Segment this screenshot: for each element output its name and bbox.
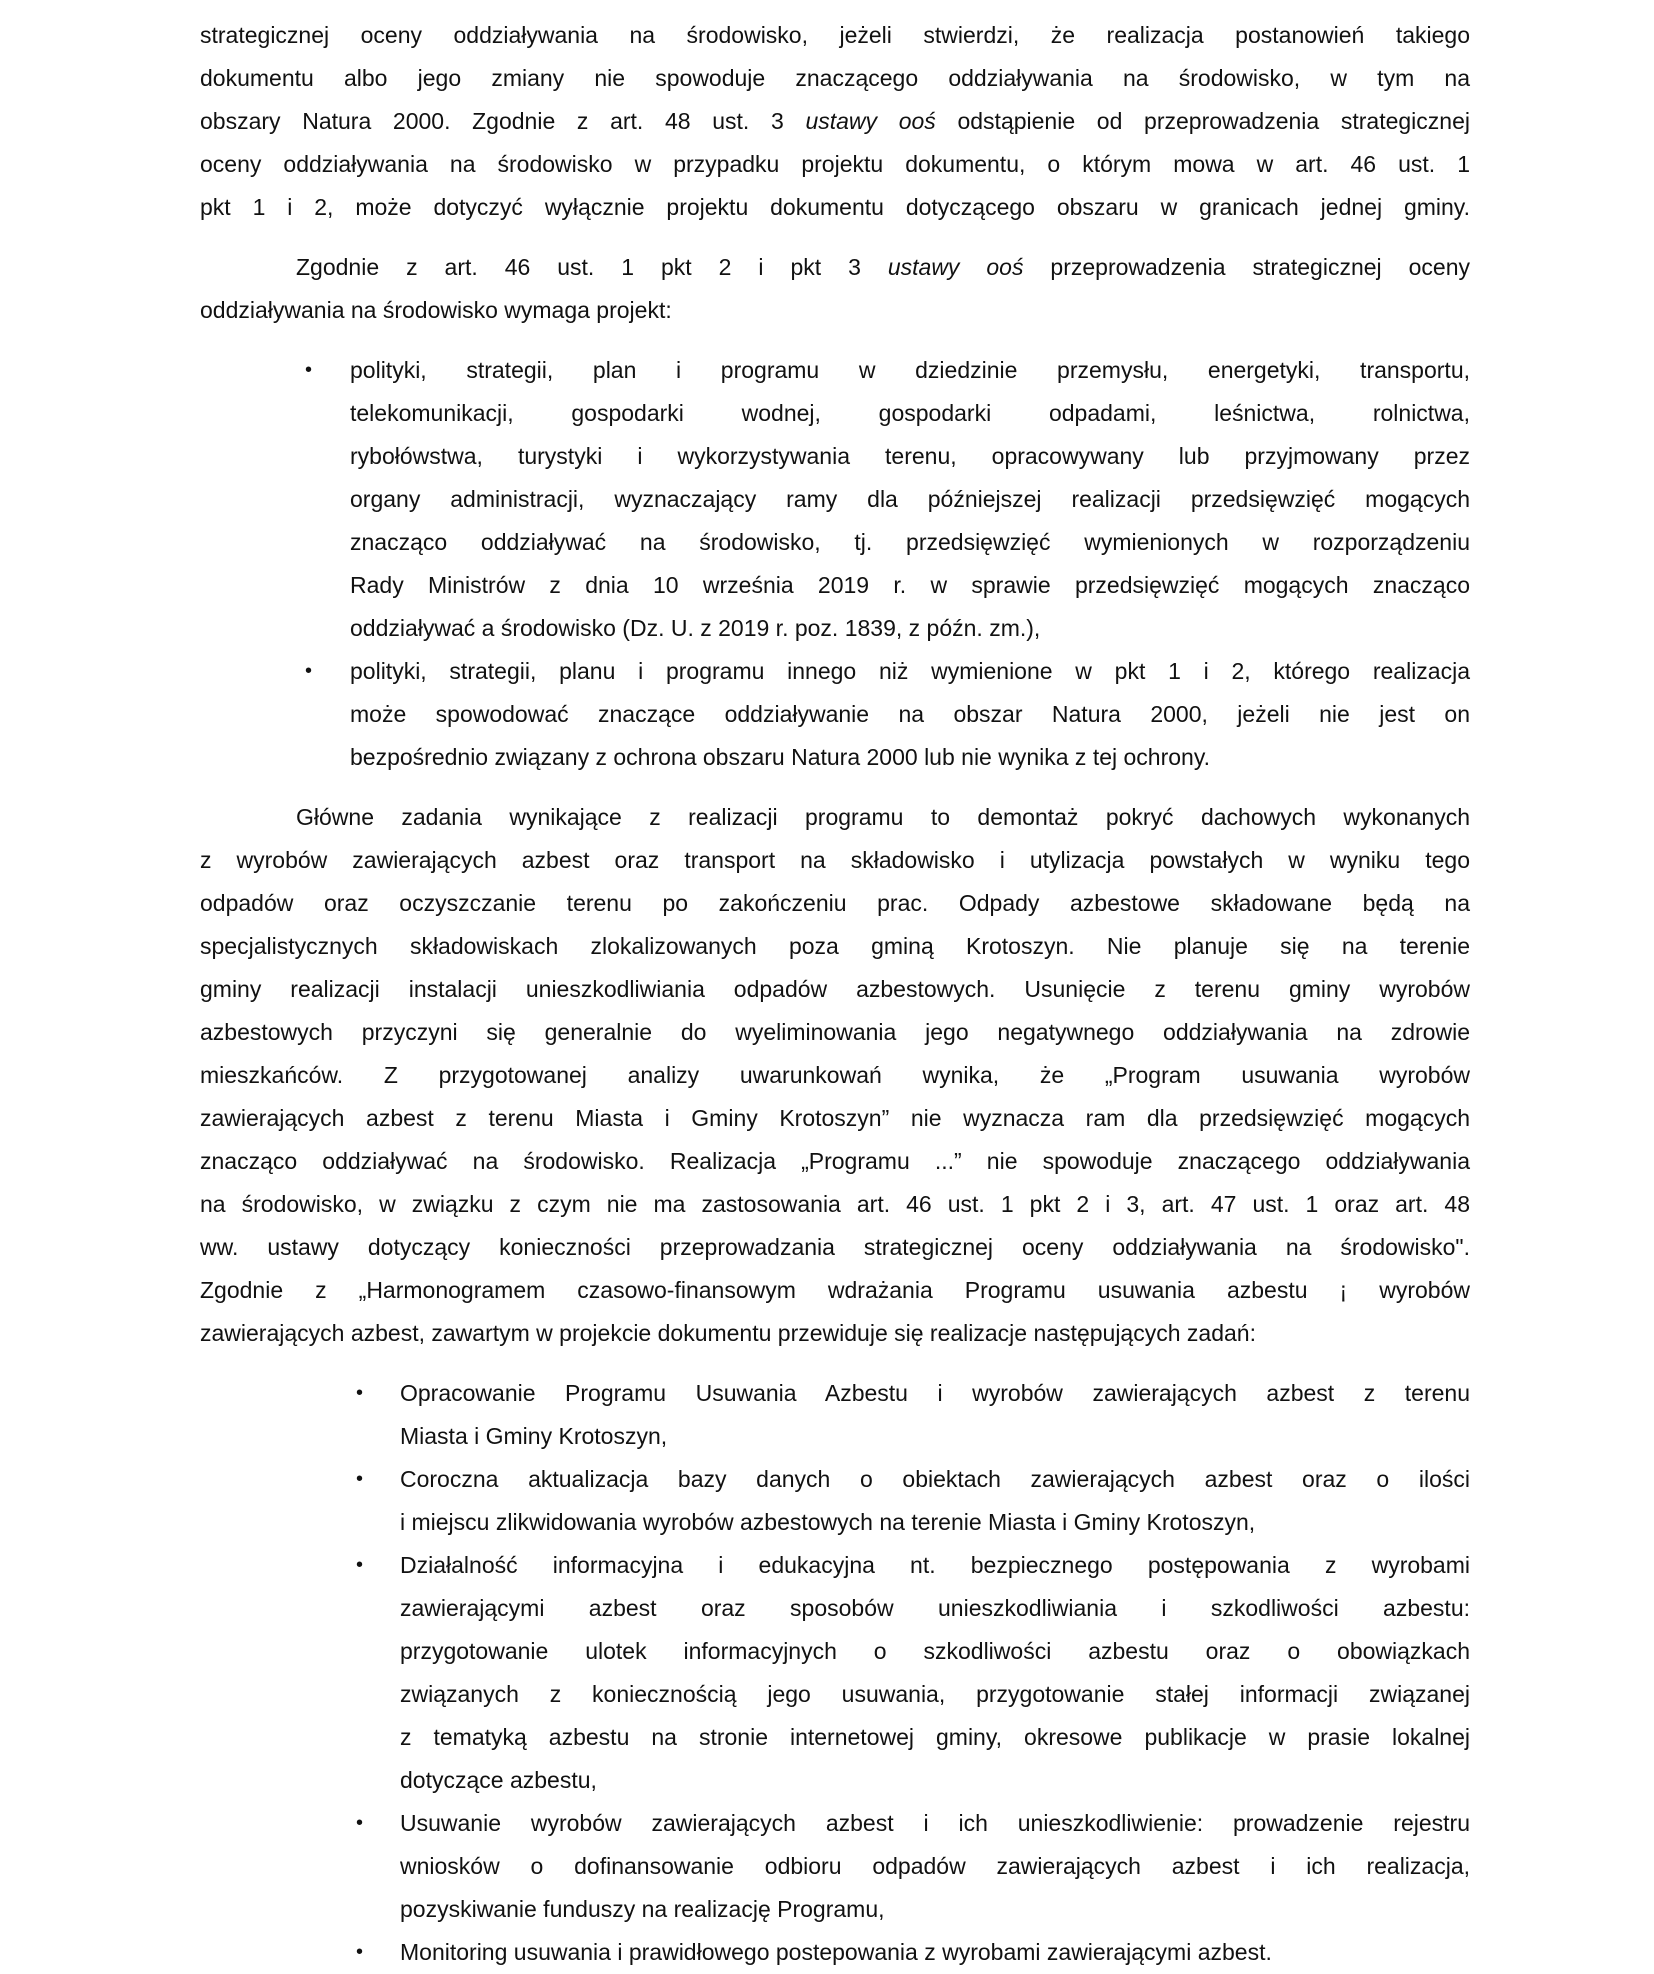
text-line: zawierających azbest z terenu Miasta i Gminy Krotoszyn” nie wyznacza ram dla przedsięwzięć mogących	[200, 1105, 1470, 1131]
text-line: zawierającymi azbest oraz sposobów unieszkodliwiania i szkodliwości azbestu:	[400, 1595, 1470, 1621]
text-line: organy administracji, wyznaczający ramy dla późniejszej realizacji przedsięwzięć mogących	[350, 486, 1470, 512]
text-line	[200, 246, 1470, 289]
text-line	[200, 100, 1470, 143]
text-line: na środowisko, w związku z czym nie ma zastosowania art. 46 ust. 1 pkt 2 i 3, art. 47 ust. 1 oraz art. 48	[200, 1191, 1470, 1217]
list-item	[356, 1372, 1470, 1458]
text-line: azbestowych przyczyni się generalnie do wyeliminowania jego negatywnego oddziaływania na zdrowie	[200, 1019, 1470, 1045]
text-line: oddziaływania na środowisko wymaga projekt:	[200, 297, 672, 323]
text-line: odpadów oraz oczyszczanie terenu po zakończeniu prac. Odpady azbestowe składowane będą na	[200, 890, 1470, 916]
bullet-icon: •	[356, 1468, 364, 1490]
bullet-icon: •	[356, 1382, 364, 1404]
text-line: znacząco oddziaływać na środowisko. Realizacja „Programu ...” nie spowoduje znaczącego oddziaływania	[200, 1148, 1470, 1174]
text-line: Usuwanie wyrobów zawierających azbest i ich unieszkodliwienie: prowadzenie rejestru	[400, 1810, 1470, 1836]
italic-term: ustawy ooś	[805, 108, 936, 134]
list-item	[305, 349, 1470, 650]
text-line: Rady Ministrów z dnia 10 września 2019 r. w sprawie przedsięwzięć mogących znacząco	[350, 572, 1470, 598]
text-line: Działalność informacyjna i edukacyjna nt. bezpiecznego postępowania z wyrobami	[400, 1552, 1470, 1578]
bullet-icon: •	[356, 1941, 364, 1963]
text-line: dokumentu albo jego zmiany nie spowoduje znaczącego oddziaływania na środowisko, w tym na	[200, 65, 1470, 91]
bullet-icon: •	[305, 359, 313, 381]
text-line: Opracowanie Programu Usuwania Azbestu i wyrobów zawierających azbest z terenu	[400, 1380, 1470, 1406]
text-line: ww. ustawy dotyczący konieczności przeprowadzania strategicznej oceny oddziaływania na środowisko".	[200, 1234, 1470, 1260]
text-line: pkt 1 i 2, może dotyczyć wyłącznie projektu dokumentu dotyczącego obszaru w granicach jednej gminy.	[200, 194, 1470, 220]
text-line: Monitoring usuwania i prawidłowego postepowania z wyrobami zawierającymi azbest.	[400, 1939, 1272, 1965]
list-item	[356, 1544, 1470, 1802]
text-line: gminy realizacji instalacji unieszkodliwiania odpadów azbestowych. Usunięcie z terenu gminy wyrobów	[200, 976, 1470, 1002]
text-line: Miasta i Gminy Krotoszyn,	[400, 1423, 668, 1449]
paragraph	[200, 14, 1470, 229]
list-item	[356, 1802, 1470, 1931]
text-line: polityki, strategii, plan i programu w dziedzinie przemysłu, energetyki, transportu,	[350, 357, 1470, 383]
text-line: oceny oddziaływania na środowisko w przypadku projektu dokumentu, o którym mowa w art. 46 ust. 1	[200, 151, 1470, 177]
text-line: związanych z koniecznością jego usuwania, przygotowanie stałej informacji związanej	[400, 1681, 1470, 1707]
text-line: pozyskiwanie funduszy na realizację Programu,	[400, 1896, 885, 1922]
text-line: znacząco oddziaływać na środowisko, tj. przedsięwzięć wymienionych w rozporządzeniu	[350, 529, 1470, 555]
text-line: strategicznej oceny oddziaływania na środowisko, jeżeli stwierdzi, że realizacja postanowień takiego	[200, 22, 1470, 48]
text-line: dotyczące azbestu,	[400, 1767, 597, 1793]
text-line: mieszkańców. Z przygotowanej analizy uwarunkowań wynika, że „Program usuwania wyrobów	[200, 1062, 1470, 1088]
paragraph	[200, 246, 1470, 332]
text-line: może spowodować znaczące oddziaływanie na obszar Natura 2000, jeżeli nie jest on	[350, 701, 1470, 727]
text-line: polityki, strategii, planu i programu innego niż wymienione w pkt 1 i 2, którego realizacja	[350, 658, 1470, 684]
text-line: z wyrobów zawierających azbest oraz transport na składowisko i utylizacja powstałych w wyniku tego	[200, 847, 1470, 873]
text-segment: przeprowadzenia strategicznej oceny	[1023, 254, 1470, 280]
text-line: i miejscu zlikwidowania wyrobów azbestowych na terenie Miasta i Gminy Krotoszyn,	[400, 1509, 1256, 1535]
bullet-icon: •	[356, 1812, 364, 1834]
text-line: Główne zadania wynikające z realizacji programu to demontaż pokryć dachowych wykonanych	[296, 804, 1470, 830]
list-item	[356, 1458, 1470, 1544]
bullet-list	[200, 1372, 1470, 1974]
italic-term: ustawy ooś	[887, 254, 1024, 280]
text-line: wniosków o dofinansowanie odbioru odpadów zawierających azbest i ich realizacja,	[400, 1853, 1470, 1879]
text-line: bezpośrednio związany z ochrona obszaru Natura 2000 lub nie wynika z tej ochrony.	[350, 744, 1211, 770]
text-line: telekomunikacji, gospodarki wodnej, gospodarki odpadami, leśnictwa, rolnictwa,	[350, 400, 1470, 426]
paragraph	[200, 796, 1470, 1355]
text-segment: odstąpienie od przeprowadzenia strategicznej	[935, 108, 1470, 134]
bullet-list	[200, 349, 1470, 779]
list-item	[356, 1931, 1470, 1974]
text-segment: obszary Natura 2000. Zgodnie z art. 48 ust. 3	[200, 108, 806, 134]
document-page	[200, 14, 1470, 1974]
text-line: Zgodnie z „Harmonogramem czasowo-finansowym wdrażania Programu usuwania azbestu ¡ wyrobów	[200, 1277, 1470, 1303]
bullet-icon: •	[305, 660, 313, 682]
text-line: Coroczna aktualizacja bazy danych o obiektach zawierających azbest oraz o ilości	[400, 1466, 1470, 1492]
text-line: specjalistycznych składowiskach zlokalizowanych poza gminą Krotoszyn. Nie planuje się na terenie	[200, 933, 1470, 959]
text-segment: Zgodnie z art. 46 ust. 1 pkt 2 i pkt 3	[296, 254, 888, 280]
text-line: oddziaływać a środowisko (Dz. U. z 2019 r. poz. 1839, z późn. zm.),	[350, 615, 1041, 641]
text-line: przygotowanie ulotek informacyjnych o szkodliwości azbestu oraz o obowiązkach	[400, 1638, 1470, 1664]
bullet-icon: •	[356, 1554, 364, 1576]
text-line: rybołówstwa, turystyki i wykorzystywania terenu, opracowywany lub przyjmowany przez	[350, 443, 1470, 469]
text-line: zawierających azbest, zawartym w projekcie dokumentu przewiduje się realizacje następujących zadań:	[200, 1320, 1256, 1346]
list-item	[305, 650, 1470, 779]
text-line: z tematyką azbestu na stronie internetowej gminy, okresowe publikacje w prasie lokalnej	[400, 1724, 1470, 1750]
